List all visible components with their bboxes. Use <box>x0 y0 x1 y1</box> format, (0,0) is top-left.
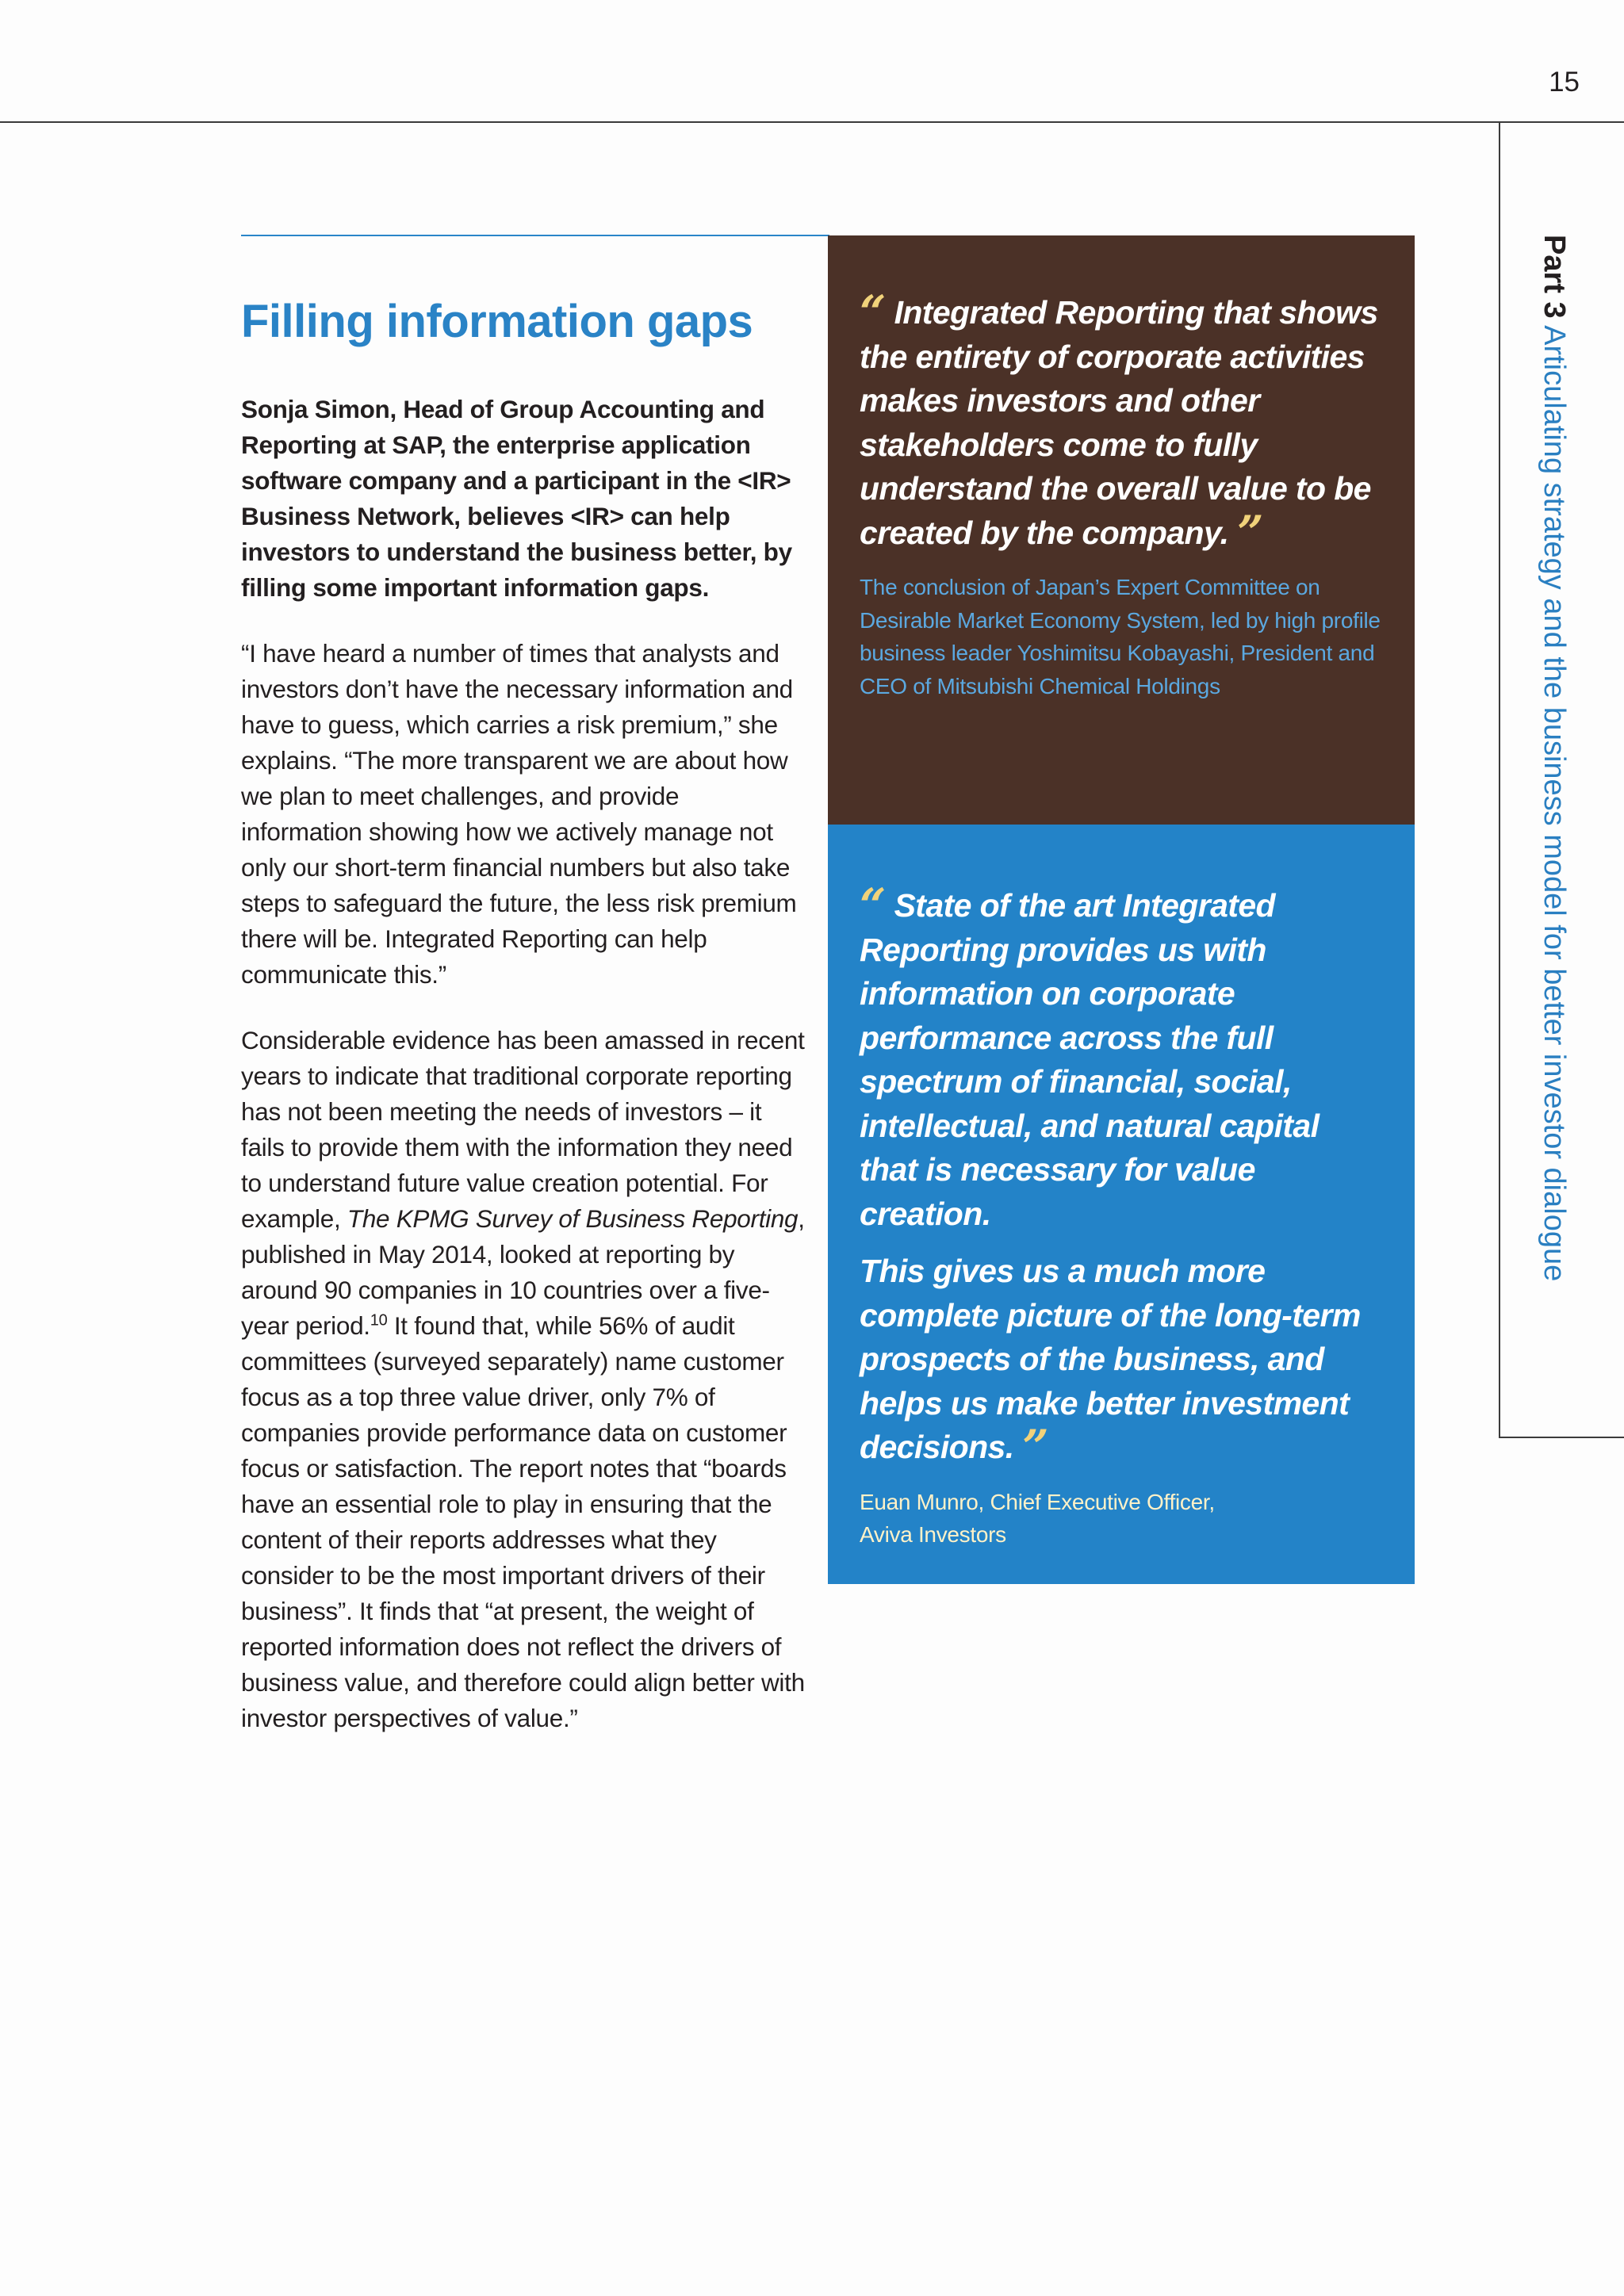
part-label: Part 3 <box>1538 235 1571 319</box>
body-text: Considerable evidence has been amassed in recent years to indicate that traditional corporate reporting has not been meeting the needs of investors – it fails to provide them with the information they need to understand future value creation potential. For example, <box>241 1026 805 1233</box>
attribution-company: Aviva Investors <box>860 1522 1006 1547</box>
quote-attribution <box>860 1486 1383 1552</box>
side-divider-horizontal <box>1499 1437 1624 1438</box>
footnote-ref: 10 <box>370 1311 388 1330</box>
close-quote-icon: ” <box>1237 505 1264 560</box>
page-number: 15 <box>1549 67 1580 98</box>
body-paragraph-2 <box>241 1023 806 1736</box>
quote-body: This gives us a much more complete picture of the long-term prospects of the business, and helps us make better investment decisions. <box>860 1253 1361 1465</box>
body-text: It found that, while 56% of audit committees (surveyed separately) name customer focus as a top three value driver, only 7% of companies provide performance data on customer focus or satisfaction. The report notes that “boards have an essential role to play in ensuring that the content of their reports addresses what they consider to be the most important drivers of their business”. It finds that “at present, the weight of reported information does not reflect the drivers of business value, and therefore could align better with investor perspectives of value.” <box>241 1311 805 1732</box>
quote-text <box>860 878 1383 1236</box>
top-divider <box>0 121 1624 123</box>
close-quote-icon: ” <box>1022 1420 1049 1474</box>
open-quote-icon: “ <box>860 878 886 932</box>
quote-attribution: The conclusion of Japan’s Expert Committee on Desirable Market Economy System, led by high profile business leader Yoshimitsu Kobayashi, President and CEO of Mitsubishi Chemical Holdings <box>860 575 1381 698</box>
report-title: The KPMG Survey of Business Reporting <box>347 1204 799 1233</box>
quote-body: State of the art Integrated Reporting provides us with information on corporate performance across the full spectrum of financial, social, intellectual, and natural capital that is necessary for value creation. <box>860 887 1320 1232</box>
intro-paragraph: Sonja Simon, Head of Group Accounting and Reporting at SAP, the enterprise application software company and a participant in the <IR> Business Network, believes <IR> can help investors to understand the business better, by filling some important information gaps. <box>241 395 792 602</box>
quote-body: Integrated Reporting that shows the entirety of corporate activities makes investors and other stakeholders come to fully understand the overall value to be created by the company. <box>860 294 1378 551</box>
section-title: Filling information gaps <box>241 296 753 347</box>
body-paragraph-1: “I have heard a number of times that analysts and investors don’t have the necessary information and have to guess, which carries a risk premium,” she explains. “The more transparent we are about how we plan to meet challenges, and provide information showing how we actively manage not only our short-term financial numbers but also take steps to safeguard the future, the less risk premium there will be. Integrated Reporting can help communicate this.” <box>241 639 797 989</box>
body-text: , published in May 2014, looked at reporting by around 90 companies in 10 countries over a five-year period. <box>241 1204 805 1340</box>
side-divider-vertical <box>1499 122 1500 1438</box>
pull-quote-japan <box>828 235 1415 825</box>
pull-quote-aviva <box>828 825 1415 1584</box>
attribution-name: Euan Munro, Chief Executive Officer, <box>860 1489 1215 1514</box>
section-side-label <box>1530 235 1578 1345</box>
open-quote-icon: “ <box>860 285 886 339</box>
title-rule <box>241 235 829 236</box>
article-body <box>241 392 806 1766</box>
quote-text <box>860 1249 1383 1474</box>
quote-text <box>860 285 1383 560</box>
part-title: Articulating strategy and the business model for better investor dialogue <box>1538 325 1571 1282</box>
